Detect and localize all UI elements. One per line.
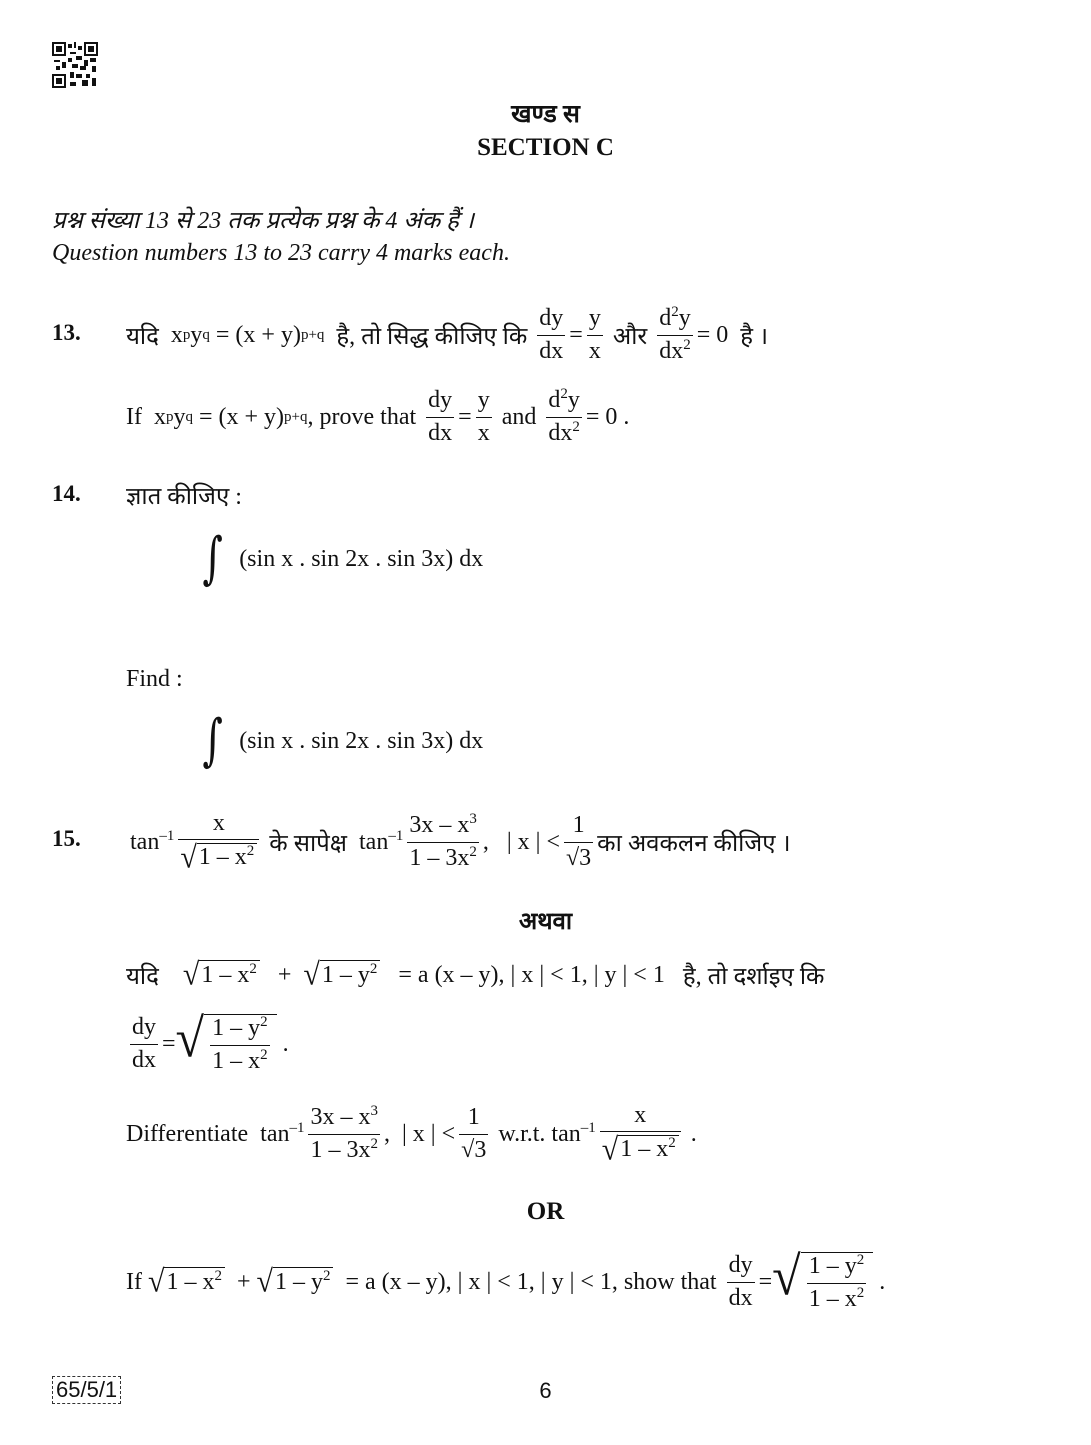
q15-en-cond: = a (x – y), | x | < 1, | y | < 1, show that	[345, 1268, 717, 1295]
section-heading-english: SECTION C	[477, 134, 614, 161]
q13-en-if: If	[126, 403, 142, 430]
q13-hi-and: और	[612, 323, 648, 350]
or-english: OR	[526, 1198, 565, 1225]
sqrt-1-x2: √ $1 - x^2$	[183, 960, 260, 990]
question-13-hindi: यदि x p y q = (x + y) p+q है, तो सिद्ध कीजिए कि $\frac{dy}{dx}$ = $\frac{y}{x}$ और $\frac{d^2y}{dx^2}$ = 0 है ।	[126, 304, 769, 364]
q15-en-cond: | x | <	[401, 1120, 456, 1147]
q15-hindi: $\tan^{-1}$ x √ $1 - x^2$ के सापेक्ष $\tan^{-1}$ $\frac{3x - x^3}{1 - 3x^2}$ , | x | < $\frac{1}{√3}$ का अवकलन कीजिए ।	[130, 809, 791, 875]
q15-en-frac3: x √ $1 - x^2$	[600, 1103, 681, 1165]
question-13-number: 13.	[52, 320, 81, 345]
q15-hi-dydx: $\frac{dy}{dx}$	[132, 1014, 156, 1073]
question-15-number: 15.	[52, 826, 81, 851]
q15-hi-cond: | x | <	[506, 828, 560, 855]
q15-hi-frac1: x √ $1 - x^2$	[178, 811, 259, 873]
q13-en-zero: = 0 .	[585, 403, 630, 430]
q13-en-dydx: $\frac{dy}{dx}$	[428, 387, 453, 446]
q13-hi-zero: = 0	[696, 321, 729, 348]
q15-en-if: If	[126, 1268, 142, 1295]
q15-en-tan1: $\tan^{-1}$	[260, 1119, 305, 1147]
q13-en-equation: x p y q = (x + y) p+q	[153, 403, 308, 430]
q13-hi-equation: x p y q = (x + y) p+q	[170, 321, 325, 348]
question-14-number: 14.	[52, 481, 81, 506]
q13-hi-dydx: $\frac{dy}{dx}$	[539, 305, 564, 364]
sqrt-1-x2: √ $1 - x^2$	[148, 1267, 225, 1297]
q15-en-frac2: $\frac{1}{√3}$	[461, 1104, 487, 1163]
integral-sign-icon: ∫	[202, 708, 223, 773]
sqrt-1-y2: √ $1 - y^2$	[257, 1267, 334, 1297]
section-heading-hindi: खण्ड स	[511, 101, 580, 128]
q14-integral-2	[198, 706, 483, 776]
q15-hi-tan1: $\tan^{-1}$	[130, 827, 175, 855]
q15-en-wrt: w.r.t.	[498, 1120, 546, 1147]
q15-en-diff: Differentiate	[126, 1120, 249, 1147]
q13-en-yx: $\frac{y}{x}$	[477, 387, 490, 446]
question-13-english: If x p y q = (x + y) p+q , prove that $\frac{dy}{dx}$ = $\frac{y}{x}$ and $\frac{d^2y}{dx^2}$ = 0 .	[126, 386, 630, 446]
q14-hi-find: ज्ञात कीजिए :	[126, 484, 242, 510]
q14-integrand-2: (sin x . sin 2x . sin 3x) dx	[239, 727, 484, 754]
q15-en-dydx: $\frac{dy}{dx}$	[728, 1252, 753, 1311]
paper-code: 65/5/1	[52, 1376, 121, 1404]
qr-code	[52, 42, 98, 88]
q13-en-d2ydx2: $\frac{d^2y}{dx^2}$	[548, 386, 580, 446]
q15-hi-frac2: $\frac{3x - x^3}{1 - 3x^2}$	[409, 811, 477, 871]
q15-hi-cond: = a (x – y), | x | < 1, | y | < 1	[398, 961, 665, 988]
q15-hi-frac3: $\frac{1}{√3}$	[566, 812, 592, 871]
or-hindi: अथवा	[518, 909, 573, 935]
q15-hi-if: यदि	[126, 963, 159, 990]
sqrt-1-y2: √ $1 - y^2$	[303, 960, 380, 990]
q14-en-find: Find :	[126, 666, 183, 692]
instruction-english: Question numbers 13 to 23 carry 4 marks each.	[52, 240, 510, 266]
q13-hi-if: यदि	[126, 323, 159, 350]
q14-integral-1	[198, 524, 483, 594]
q13-hi-mid: है, तो सिद्ध कीजिए कि	[336, 323, 528, 350]
integral-sign-icon: ∫	[202, 526, 223, 591]
q13-en-prove: , prove that	[307, 403, 417, 430]
q15-en-frac1: $\frac{3x - x^3}{1 - 3x^2}$	[310, 1103, 378, 1163]
q14-integrand-1: (sin x . sin 2x . sin 3x) dx	[239, 545, 484, 572]
q13-en-and: and	[501, 403, 537, 430]
q13-hi-end: है ।	[740, 323, 769, 350]
q15-hi-or-line: यदि √ $1 - x^2$ + √ $1 - y^2$ = a (x – y), | x | < 1, | y | < 1 है, तो दर्शाइए कि	[126, 957, 825, 992]
q15-english: Differentiate $\tan^{-1}$ $\frac{3x - x^3}{1 - 3x^2}$ , | x | < $\frac{1}{√3}$ w.r.t. $\tan^{-1}$ x √ $1 - x^2$ .	[126, 1101, 697, 1167]
q15-hi-wrt: के सापेक्ष	[269, 830, 348, 857]
q15-hi-result: $\frac{dy}{dx}$ = √ $\frac{1 - y^2}{1 - x^2}$ .	[132, 1009, 289, 1074]
q13-hi-d2ydx2: $\frac{d^2y}{dx^2}$	[659, 304, 691, 364]
q15-en-or-line: If √ $1 - x^2$ + √ $1 - y^2$ = a (x – y), | x | < 1, | y | < 1, show that $\frac{dy}{dx}$ = √ $\frac{1 - y^2}{1 - x^2}$ .	[126, 1247, 886, 1312]
page-number: 6	[539, 1378, 552, 1403]
q13-hi-yx: $\frac{y}{x}$	[588, 305, 601, 364]
q15-hi-show: है, तो दर्शाइए कि	[682, 963, 825, 990]
q15-en-tan2: $\tan^{-1}$	[551, 1119, 596, 1147]
sqrt-ratio: √ $\frac{1 - y^2}{1 - x^2}$	[176, 1014, 277, 1073]
sqrt-ratio: √ $\frac{1 - y^2}{1 - x^2}$	[772, 1252, 873, 1311]
instruction-hindi: प्रश्न संख्या 13 से 23 तक प्रत्येक प्रश्न के 4 अंक हैं ।	[52, 208, 474, 234]
q15-hi-tan2: $\tan^{-1}$	[359, 827, 404, 855]
q15-hi-diff: का अवकलन कीजिए ।	[597, 830, 791, 857]
